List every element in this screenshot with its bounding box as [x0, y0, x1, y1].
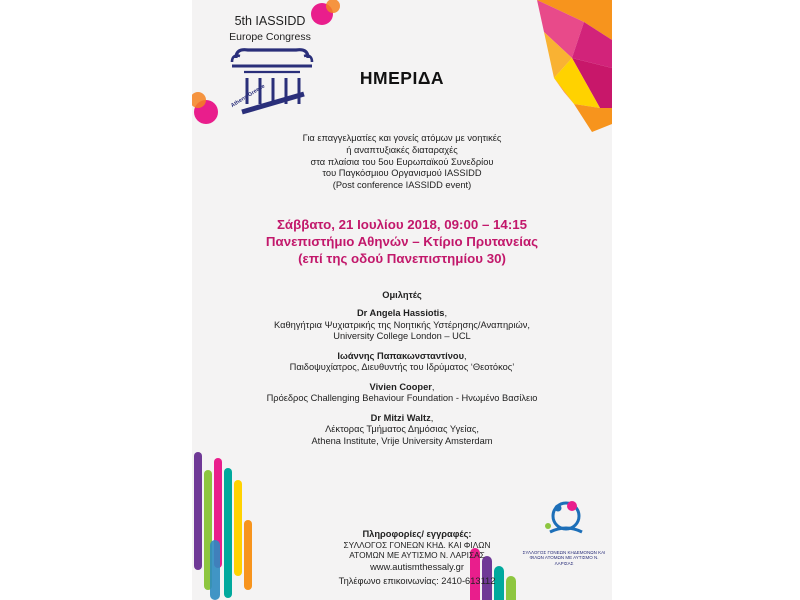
contact-phone: Τηλέφωνο επικοινωνίας: 2410-613112 [338, 576, 496, 586]
contact-info [312, 529, 522, 561]
intro-text [192, 133, 612, 192]
speaker-comma: , [444, 308, 448, 318]
intro-line: στα πλαίσια του 5ου Ευρωπαϊκού Συνεδρίου [310, 156, 494, 167]
contact-org-line: ΣΥΛΛΟΓΟΣ ΓΟΝΕΩΝ ΚΗΔ. ΚΑΙ ΦΙΛΩΝ [343, 539, 491, 550]
event-address: (επί της οδού Πανεπιστημίου 30) [298, 251, 506, 266]
intro-line: (Post conference IASSIDD event) [332, 180, 472, 191]
congress-logo-line1: 5th IASSIDD [234, 14, 306, 28]
speaker-role: Παιδοψυχίατρος, Διευθυντής του Ιδρύματος ‘Θεοτόκος’ [289, 362, 515, 372]
congress-logo-line2: Europe Congress [229, 31, 311, 43]
stripes-art [194, 452, 252, 600]
speaker-role: University College London – UCL [333, 331, 471, 341]
speaker-name: Dr Mitzi Waltz [370, 412, 431, 423]
speaker-entry [192, 413, 612, 448]
speaker-name: Vivien Cooper [369, 381, 432, 392]
speakers-list [192, 308, 612, 455]
speaker-comma: , [464, 350, 467, 361]
speaker-entry [192, 308, 612, 343]
speaker-comma: , [431, 381, 435, 392]
intro-line: του Παγκόσμιου Οργανισμού IASSIDD [322, 168, 482, 179]
event-poster [192, 0, 612, 600]
contact-title: Πληροφορίες/ εγγραφές: [362, 529, 472, 539]
speaker-role: Πρόεδρος Challenging Behaviour Foundation - Ηνωμένο Βασίλειο [266, 393, 538, 403]
poster-heading: ΗΜΕΡΙΔΑ [359, 68, 445, 88]
intro-line: ή αναπτυξιακές διαταραχές [346, 144, 458, 155]
event-details [192, 216, 612, 267]
speakers-title: Ομιλητές [382, 290, 422, 300]
intro-line: Για επαγγελματίες και γονείς ατόμων με νοητικές [302, 133, 502, 143]
speaker-comma: , [430, 412, 434, 423]
congress-logo-location: Athens Greece [230, 83, 267, 110]
speaker-role: Λέκτορας Τμήματος Δημόσιας Υγείας, [325, 424, 479, 434]
speaker-name: Dr Angela Hassiotis [356, 308, 445, 318]
speaker-role: Athena Institute, Vrije University Amsterdam [311, 435, 493, 446]
speaker-entry [192, 351, 612, 374]
contact-org-line: ΑΤΟΜΩΝ ΜΕ ΑΥΤΙΣΜΟ Ν. ΛΑΡΙΣΑΣ [349, 550, 485, 560]
event-date: Σάββατο, 21 Ιουλίου 2018, 09:00 – 14:15 [276, 217, 528, 232]
event-venue: Πανεπιστήμιο Αθηνών – Κτίριο Πρυτανείας [265, 234, 539, 249]
organization-logo-text: ΣΥΛΛΟΓΟΣ ΓΟΝΕΩΝ ΚΗΔΕΜΟΝΩΝ ΚΑΙ ΦΙΛΩΝ ΑΤΟΜΩΝ ΜΕ ΑΥΤΙΣΜΟ Ν. ΛΑΡΙΣΑΣ [522, 550, 606, 566]
speaker-name: Ιωάννης Παπακωνσταντίνου [337, 350, 465, 361]
speaker-role: Καθηγήτρια Ψυχιατρικής της Νοητικής Υστέρησης/Αναπηριών, [274, 319, 530, 330]
speaker-entry [192, 382, 612, 405]
website-link[interactable]: www.autismthessaly.gr [370, 562, 464, 572]
geometric-gem-art [537, 0, 612, 132]
organization-logo [520, 496, 602, 558]
